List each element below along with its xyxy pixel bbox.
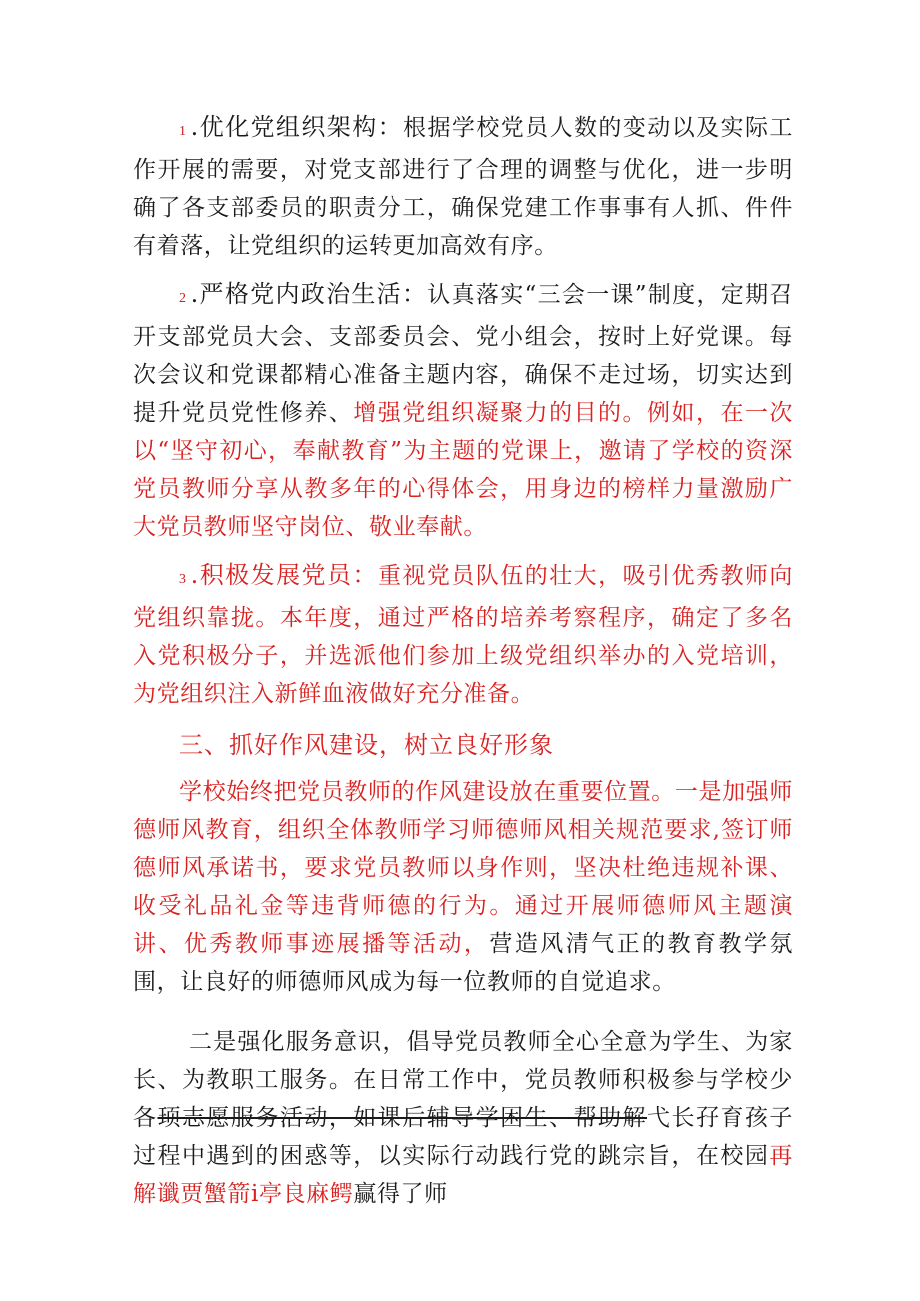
service-text-strike: 顼志愿服务活动，如课后辅导学困生、帮助解 <box>157 1105 648 1131</box>
item-2 <box>133 275 793 546</box>
section-heading: 三、抓好作风建设，树立良好形象 <box>179 731 554 759</box>
item-number: 1 <box>179 124 187 139</box>
item-3 <box>133 556 793 713</box>
service-text-3: 赢得了师 <box>353 1181 448 1207</box>
item-title: .积极发展党员： <box>190 561 378 589</box>
item-1 <box>133 108 793 265</box>
item-title: .严格党内政治生活： <box>190 280 428 308</box>
service-text-2: 弋长孖育孩子过程中遇到的困惑等，以实际行动践行党的跳宗旨，在校园 <box>133 1105 793 1169</box>
item-text-highlight: 增强党组织凝聚力的目的。例如，在一次以“坚守初心，奉献教育”为主题的党课上，邀请了学校的资深党员教师分享从教多年的心得体会，用身边的榜样力量激励广大党员教师坚守岗位、敬业奉献。 <box>133 400 793 540</box>
item-number: 2 <box>179 291 187 306</box>
style-text-red: 学校始终把党员教师的作风建设放在重要位置。一是加强师德师风教育，组织全体教师学习师德师风相关规范要求,签订师德师风承诺书，要求党员教师以身作则，坚决杜绝违规补课、收受礼品礼金等违背师德的行为。通过开展师德师风主题演讲、优秀教师事迹展播等活动， <box>133 779 793 957</box>
style-paragraph <box>133 773 793 1001</box>
service-text-1: 二是强化服务意识，倡导党员教师全心全意为学生、为家长、为教职工服务。在日常工作中，党员教师积极参与学校少各 <box>133 1029 793 1131</box>
item-text: 重视党员队伍的壮大，吸引优秀教师向党组织靠拢。本年度，通过严格的培养考察程序，确定了多名入党积极分子，并选派他们参加上级党组织举办的入党培训，为党组织注入新鲜血液做好充分准备。 <box>133 563 794 707</box>
document-page <box>133 108 793 1213</box>
service-paragraph <box>133 1023 793 1213</box>
item-title: .优化党组织架构： <box>190 113 404 141</box>
service-text-red: 再解谶贾蟹箭i亭良麻鳄 <box>133 1143 793 1207</box>
item-text: 根据学校党员人数的变动以及实际工作开展的需要，对党支部进行了合理的调整与优化，进一步明确了各支部委员的职责分工，确保党建工作事事有人抓、件件有着落，让党组织的运转更加高效有序。 <box>133 115 793 259</box>
style-text: 营造风清气正的教育教学氛围，让良好的师德师风成为每一位教师的自觉追求。 <box>133 931 794 995</box>
item-number: 3 <box>179 572 187 587</box>
item-text: 认真落实“三会一课”制度，定期召开支部党员大会、支部委员会、党小组会，按时上好党课。每次会议和党课都精心准备主题内容，确保不走过场，切实达到提升党员党性修养、 <box>133 282 793 426</box>
